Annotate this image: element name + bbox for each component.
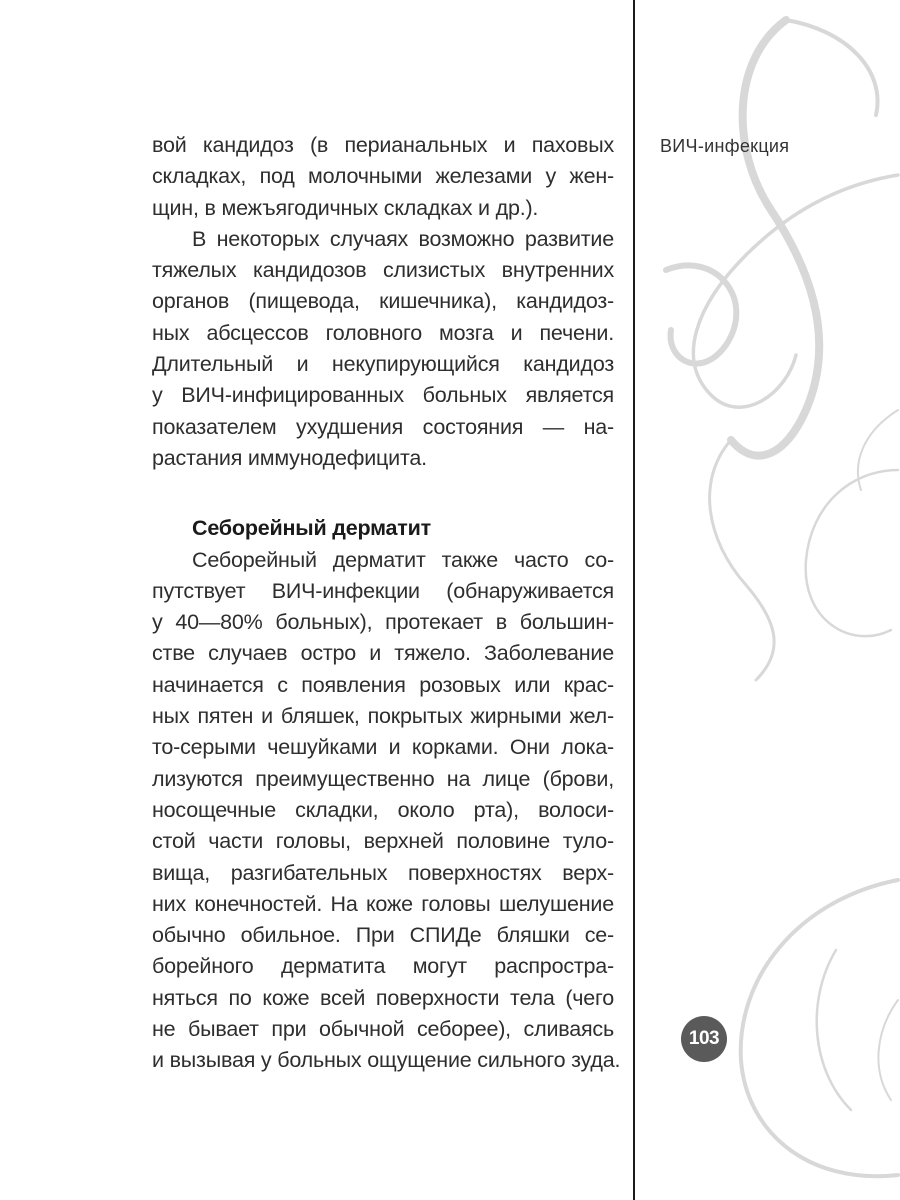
text-line: обычно обильное. При СПИДе бляшки се- (152, 923, 614, 948)
text-line: стой части головы, верхней половине туло- (152, 829, 614, 854)
text-line: показателем ухудшения состояния — на- (152, 414, 614, 439)
page-number-badge: 103 (681, 1016, 727, 1062)
text-line: ных пятен и бляшек, покрытых жирными жел- (152, 704, 614, 729)
text-line: щин, в межъягодичных складках и др.). (152, 195, 539, 220)
decorative-flourish-icon (636, 0, 900, 1200)
text-line: то-серыми чешуйками и корками. Они лока- (152, 735, 614, 760)
text-line: начинается с появления розовых или крас- (152, 672, 614, 697)
text-line: у 40—80% больных), протекает в большин- (152, 610, 614, 635)
text-line: у ВИЧ-инфицированных больных является (152, 383, 614, 408)
text-line: растания иммунодефицита. (152, 445, 427, 470)
text-line: вой кандидоз (в перианальных и паховых (152, 133, 614, 157)
text-line: вища, разгибательных поверхностях верх- (152, 860, 614, 885)
text-line: Длительный и некупирующийся кандидоз (152, 352, 614, 377)
text-line: В некоторых случаях возможно развитие (192, 226, 614, 251)
text-line: стве случаев остро и тяжело. Заболевание (152, 641, 614, 666)
section-seborrheic-dermatitis (152, 513, 621, 1076)
text-line: няться по коже всей поверхности тела (чего (152, 985, 614, 1010)
text-line: лизуются преимущественно на лице (брови, (152, 766, 614, 791)
text-line: путствует ВИЧ-инфекции (обнаруживается (152, 578, 614, 603)
running-head: ВИЧ-инфекция (660, 136, 790, 156)
text-line: носощечные складки, около рта), волоси- (152, 797, 614, 822)
text-line: не бывает при обычной себорее), сливаясь (152, 1017, 614, 1042)
text-line: тяжелых кандидозов слизистых внутренних (152, 258, 614, 283)
text-line: ных абсцессов головного мозга и печени. (152, 320, 614, 345)
vertical-divider (633, 0, 635, 1200)
section-heading: Себорейный дерматит (192, 516, 431, 541)
text-line: складках, под молочными железами у жен- (152, 164, 614, 189)
text-line: борейного дерматита могут распростра- (152, 954, 614, 979)
paragraph-2 (152, 224, 614, 474)
paragraph-1 (152, 130, 614, 224)
text-line: и вызывая у больных ощущение сильного зуда. (152, 1048, 621, 1073)
text-line: них конечностей. На коже головы шелушение (152, 891, 614, 916)
body-text (152, 130, 621, 1077)
text-line: Себорейный дерматит также часто со- (192, 547, 614, 572)
text-line: органов (пищевода, кишечника), кандидоз- (152, 289, 614, 314)
